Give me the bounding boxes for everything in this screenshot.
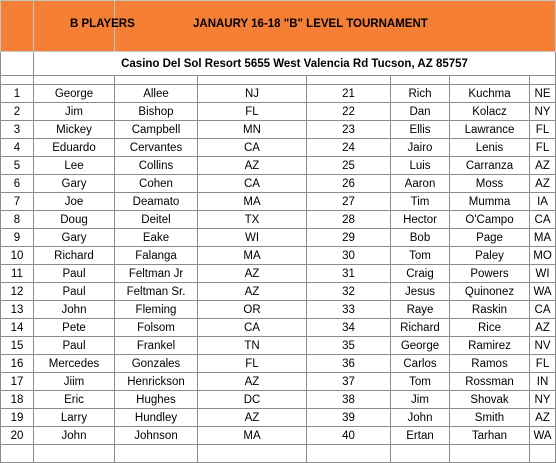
state[interactable]: MA xyxy=(198,247,307,265)
player-row xyxy=(1,265,556,283)
first-name[interactable]: Carlos xyxy=(391,355,450,373)
player-number[interactable]: 20 xyxy=(1,427,34,445)
last-name[interactable]: Deamato xyxy=(115,193,198,211)
player-number[interactable]: 36 xyxy=(307,355,391,373)
player-number[interactable]: 6 xyxy=(1,175,34,193)
empty-cell[interactable] xyxy=(115,445,198,463)
state[interactable]: AZ xyxy=(198,373,307,391)
player-number[interactable]: 28 xyxy=(307,211,391,229)
player-number[interactable]: 21 xyxy=(307,85,391,103)
player-number[interactable]: 4 xyxy=(1,139,34,157)
state[interactable]: AZ xyxy=(530,319,556,337)
player-number[interactable]: 16 xyxy=(1,355,34,373)
empty-cell[interactable] xyxy=(1,445,34,463)
first-name[interactable]: John xyxy=(391,409,450,427)
state[interactable]: FL xyxy=(198,103,307,121)
player-row xyxy=(1,373,556,391)
first-name[interactable]: John xyxy=(34,301,115,319)
player-number[interactable]: 10 xyxy=(1,247,34,265)
first-name[interactable]: Joe xyxy=(34,193,115,211)
empty-cell[interactable] xyxy=(450,445,530,463)
player-number[interactable]: 34 xyxy=(307,319,391,337)
spacer-cell[interactable] xyxy=(307,76,391,85)
player-number[interactable]: 33 xyxy=(307,301,391,319)
player-number[interactable]: 38 xyxy=(307,391,391,409)
spacer-cell[interactable] xyxy=(450,76,530,85)
state[interactable]: FL xyxy=(198,355,307,373)
first-name[interactable]: Paul xyxy=(34,337,115,355)
first-name[interactable]: Paul xyxy=(34,265,115,283)
first-name[interactable]: Eric xyxy=(34,391,115,409)
state[interactable]: AZ xyxy=(198,283,307,301)
player-row xyxy=(1,337,556,355)
first-name[interactable]: Raye xyxy=(391,301,450,319)
last-name[interactable]: Hughes xyxy=(115,391,198,409)
player-number[interactable]: 29 xyxy=(307,229,391,247)
first-name[interactable]: Jiim xyxy=(34,373,115,391)
spacer-cell[interactable] xyxy=(34,76,115,85)
player-number[interactable]: 39 xyxy=(307,409,391,427)
state[interactable]: MA xyxy=(198,427,307,445)
header-row xyxy=(1,1,556,52)
spacer-cell[interactable] xyxy=(198,76,307,85)
last-name[interactable]: Lawrance xyxy=(450,121,530,139)
player-number[interactable]: 15 xyxy=(1,337,34,355)
state[interactable]: NY xyxy=(530,103,556,121)
state[interactable]: CA xyxy=(530,301,556,319)
first-name[interactable]: Doug xyxy=(34,211,115,229)
first-name[interactable]: Jesus xyxy=(391,283,450,301)
first-name[interactable]: Tom xyxy=(391,373,450,391)
player-number[interactable]: 35 xyxy=(307,337,391,355)
last-name[interactable]: Mumma xyxy=(450,193,530,211)
last-name[interactable]: Hundley xyxy=(115,409,198,427)
player-number[interactable]: 27 xyxy=(307,193,391,211)
player-number[interactable]: 22 xyxy=(307,103,391,121)
last-name[interactable]: Moss xyxy=(450,175,530,193)
player-number[interactable]: 19 xyxy=(1,409,34,427)
first-name[interactable]: Rich xyxy=(391,85,450,103)
first-name[interactable]: Mercedes xyxy=(34,355,115,373)
last-name[interactable]: O'Campo xyxy=(450,211,530,229)
last-name[interactable]: Folsom xyxy=(115,319,198,337)
last-name[interactable]: Fleming xyxy=(115,301,198,319)
state[interactable]: OR xyxy=(198,301,307,319)
last-name[interactable]: Powers xyxy=(450,265,530,283)
state[interactable]: WI xyxy=(198,229,307,247)
first-name[interactable]: Tim xyxy=(391,193,450,211)
state[interactable]: NV xyxy=(530,337,556,355)
first-name[interactable]: Luis xyxy=(391,157,450,175)
player-number[interactable]: 9 xyxy=(1,229,34,247)
first-name[interactable]: Richard xyxy=(391,319,450,337)
address-cell-blank[interactable] xyxy=(1,52,34,76)
player-number[interactable]: 23 xyxy=(307,121,391,139)
player-row xyxy=(1,301,556,319)
player-row xyxy=(1,409,556,427)
state[interactable]: IA xyxy=(530,193,556,211)
state[interactable]: CA xyxy=(530,211,556,229)
last-name[interactable]: Falanga xyxy=(115,247,198,265)
state[interactable]: IN xyxy=(530,373,556,391)
state[interactable]: WI xyxy=(530,265,556,283)
last-name[interactable]: Smith xyxy=(450,409,530,427)
spacer-cell[interactable] xyxy=(530,76,556,85)
last-name[interactable]: Shovak xyxy=(450,391,530,409)
first-name[interactable]: Jim xyxy=(34,103,115,121)
player-number[interactable]: 13 xyxy=(1,301,34,319)
last-name[interactable]: Cohen xyxy=(115,175,198,193)
first-name[interactable]: Jairo xyxy=(391,139,450,157)
last-name[interactable]: Feltman Jr xyxy=(115,265,198,283)
empty-cell[interactable] xyxy=(307,445,391,463)
player-number[interactable]: 37 xyxy=(307,373,391,391)
last-name[interactable]: Deitel xyxy=(115,211,198,229)
first-name[interactable]: George xyxy=(391,337,450,355)
last-name[interactable]: Rossman xyxy=(450,373,530,391)
player-row xyxy=(1,121,556,139)
last-name[interactable]: Frankel xyxy=(115,337,198,355)
first-name[interactable]: Ellis xyxy=(391,121,450,139)
state[interactable]: MO xyxy=(530,247,556,265)
first-name[interactable]: George xyxy=(34,85,115,103)
state[interactable]: AZ xyxy=(530,409,556,427)
player-row xyxy=(1,355,556,373)
state[interactable]: WA xyxy=(530,283,556,301)
player-number[interactable]: 5 xyxy=(1,157,34,175)
player-number[interactable]: 24 xyxy=(307,139,391,157)
first-name[interactable]: Dan xyxy=(391,103,450,121)
empty-cell[interactable] xyxy=(391,445,450,463)
state[interactable]: FL xyxy=(530,121,556,139)
state[interactable]: NY xyxy=(530,391,556,409)
player-row xyxy=(1,85,556,103)
state[interactable]: DC xyxy=(198,391,307,409)
first-name[interactable]: Eduardo xyxy=(34,139,115,157)
spacer-cell[interactable] xyxy=(391,76,450,85)
player-row xyxy=(1,427,556,445)
state[interactable]: MN xyxy=(198,121,307,139)
first-name[interactable]: Mickey xyxy=(34,121,115,139)
empty-row xyxy=(1,445,556,463)
last-name[interactable]: Feltman Sr. xyxy=(115,283,198,301)
first-name[interactable]: Gary xyxy=(34,229,115,247)
state[interactable]: TN xyxy=(198,337,307,355)
player-number[interactable]: 1 xyxy=(1,85,34,103)
player-row xyxy=(1,229,556,247)
player-row xyxy=(1,193,556,211)
state[interactable]: AZ xyxy=(530,157,556,175)
player-number[interactable]: 32 xyxy=(307,283,391,301)
first-name[interactable]: Pete xyxy=(34,319,115,337)
state[interactable]: TX xyxy=(198,211,307,229)
state[interactable]: NE xyxy=(530,85,556,103)
player-number[interactable]: 7 xyxy=(1,193,34,211)
last-name[interactable]: Page xyxy=(450,229,530,247)
player-row xyxy=(1,247,556,265)
player-row xyxy=(1,319,556,337)
state[interactable]: MA xyxy=(530,229,556,247)
player-number[interactable]: 8 xyxy=(1,211,34,229)
player-number[interactable]: 25 xyxy=(307,157,391,175)
first-name[interactable]: Craig xyxy=(391,265,450,283)
player-number[interactable]: 30 xyxy=(307,247,391,265)
tournament-title[interactable]: JANAURY 16-18 "B" LEVEL TOURNAMENT xyxy=(115,1,556,52)
last-name[interactable]: Lenis xyxy=(450,139,530,157)
last-name[interactable]: Collins xyxy=(115,157,198,175)
player-number[interactable]: 17 xyxy=(1,373,34,391)
player-number[interactable]: 18 xyxy=(1,391,34,409)
player-row xyxy=(1,391,556,409)
last-name[interactable]: Bishop xyxy=(115,103,198,121)
player-number[interactable]: 26 xyxy=(307,175,391,193)
player-row xyxy=(1,175,556,193)
last-name[interactable]: Henrickson xyxy=(115,373,198,391)
last-name[interactable]: Johnson xyxy=(115,427,198,445)
state[interactable]: AZ xyxy=(198,157,307,175)
first-name[interactable]: Larry xyxy=(34,409,115,427)
last-name[interactable]: Cervantes xyxy=(115,139,198,157)
last-name[interactable]: Carranza xyxy=(450,157,530,175)
last-name[interactable]: Ramos xyxy=(450,355,530,373)
state[interactable]: MA xyxy=(198,193,307,211)
state[interactable]: CA xyxy=(198,139,307,157)
venue-address[interactable]: Casino Del Sol Resort 5655 West Valencia Rd Tucson, AZ 85757 xyxy=(34,52,556,76)
first-name[interactable]: Tom xyxy=(391,247,450,265)
player-number[interactable]: 11 xyxy=(1,265,34,283)
state[interactable]: AZ xyxy=(198,409,307,427)
player-row xyxy=(1,139,556,157)
state[interactable]: WA xyxy=(530,427,556,445)
player-number[interactable]: 14 xyxy=(1,319,34,337)
last-name[interactable]: Tarhan xyxy=(450,427,530,445)
last-name[interactable]: Kolacz xyxy=(450,103,530,121)
first-name[interactable]: Richard xyxy=(34,247,115,265)
first-name[interactable]: John xyxy=(34,427,115,445)
first-name[interactable]: Paul xyxy=(34,283,115,301)
last-name[interactable]: Kuchma xyxy=(450,85,530,103)
state[interactable]: NJ xyxy=(198,85,307,103)
spacer-cell[interactable] xyxy=(115,76,198,85)
first-name[interactable]: Jim xyxy=(391,391,450,409)
state[interactable]: AZ xyxy=(530,175,556,193)
player-row xyxy=(1,211,556,229)
first-name[interactable]: Hector xyxy=(391,211,450,229)
first-name[interactable]: Lee xyxy=(34,157,115,175)
last-name[interactable]: Campbell xyxy=(115,121,198,139)
last-name[interactable]: Ramirez xyxy=(450,337,530,355)
player-number[interactable]: 31 xyxy=(307,265,391,283)
player-row xyxy=(1,283,556,301)
player-number[interactable]: 40 xyxy=(307,427,391,445)
first-name[interactable]: Gary xyxy=(34,175,115,193)
address-row xyxy=(1,52,556,76)
state[interactable]: FL xyxy=(530,355,556,373)
player-number[interactable]: 2 xyxy=(1,103,34,121)
state[interactable]: FL xyxy=(530,139,556,157)
last-name[interactable]: Rice xyxy=(450,319,530,337)
state[interactable]: AZ xyxy=(198,265,307,283)
last-name[interactable]: Allee xyxy=(115,85,198,103)
last-name[interactable]: Paley xyxy=(450,247,530,265)
empty-cell[interactable] xyxy=(34,445,115,463)
last-name[interactable]: Raskin xyxy=(450,301,530,319)
state[interactable]: CA xyxy=(198,319,307,337)
first-name[interactable]: Ertan xyxy=(391,427,450,445)
first-name[interactable]: Aaron xyxy=(391,175,450,193)
last-name[interactable]: Gonzales xyxy=(115,355,198,373)
first-name[interactable]: Bob xyxy=(391,229,450,247)
last-name[interactable]: Eake xyxy=(115,229,198,247)
empty-cell[interactable] xyxy=(530,445,556,463)
header-b-players[interactable]: B PLAYERS xyxy=(34,1,115,52)
player-row xyxy=(1,103,556,121)
last-name[interactable]: Quinonez xyxy=(450,283,530,301)
player-number[interactable]: 3 xyxy=(1,121,34,139)
state[interactable]: CA xyxy=(198,175,307,193)
empty-cell[interactable] xyxy=(198,445,307,463)
spacer-row xyxy=(1,76,556,85)
header-cell-blank[interactable] xyxy=(1,1,34,52)
player-number[interactable]: 12 xyxy=(1,283,34,301)
spacer-cell[interactable] xyxy=(1,76,34,85)
player-row xyxy=(1,157,556,175)
